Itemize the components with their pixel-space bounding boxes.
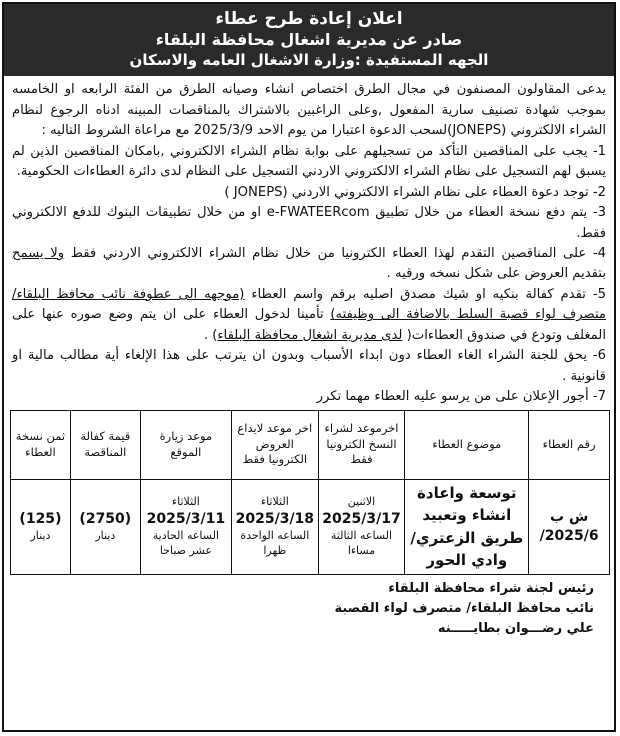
- visit-day: الثلاثاء: [171, 494, 200, 508]
- number-prefix: ش ب: [550, 508, 589, 525]
- purchase-day: الاثنين: [347, 494, 376, 508]
- cell-last-purchase: [318, 479, 405, 574]
- cell-visit: [140, 479, 231, 574]
- header-title: اعلان إعادة طرح عطاء: [215, 9, 403, 29]
- submit-day: الثلاثاء: [260, 494, 289, 508]
- condition-5-addressee: (موجهه الى عطوفة نائب محافظ البلقاء/متصرف لواء قصبة السلط بالاضافة الى وظيفته): [12, 286, 606, 323]
- cell-guarantee: [70, 479, 140, 574]
- announcement-frame: [2, 2, 616, 732]
- condition-4-text: 4- على المناقصين التقدم لهذا العطاء الكترونيا من خلال نظام الشراء الالكتروني الاردني فقط: [64, 246, 606, 262]
- condition-5-location: لدى مديرية اشغال محافظة البلقاء: [217, 327, 403, 343]
- purchase-time: الساعه الثالثة مساءا: [330, 528, 393, 557]
- header-issuer: صادر عن مديرية اشغال محافظة البلقاء: [155, 30, 463, 50]
- condition-7: 7- أجور الإعلان على من يرسو عليه العطاء مهما تكرر: [316, 389, 606, 405]
- table-header-row: [11, 410, 610, 479]
- condition-1: 1- يجب على المناقصين التأكد من تسجيلهم على بوابة نظام الشراء الالكتروني ,بامكان المناقصين الذين لم يسبق لهم التسجيل على نظام الشراء الالكتروني الاردني التسجيل على النظام لدى دائرة العطاءات الحكومية.: [12, 143, 606, 180]
- price-unit: دينار: [30, 528, 51, 542]
- price-value: (125): [19, 510, 62, 527]
- condition-2: 2- توجد دعوة العطاء على نظام الشراء الالكتروني الاردني (JONEPS ): [224, 184, 606, 200]
- header-price: ثمن نسخة العطاء: [11, 410, 71, 479]
- signature-committee: رئيس لجنة شراء محافظة البلقاء: [388, 580, 594, 596]
- header-visit: موعد زيارة الموقع: [140, 410, 231, 479]
- tender-table: [10, 410, 610, 575]
- cell-subject: توسعة واعادة انشاء وتعبيد طريق الزعتري/وادي الحور: [405, 479, 529, 574]
- guarantee-value: (2750): [79, 510, 132, 527]
- intro-paragraph: يدعى المقاولون المصنفون في مجال الطرق اختصاص انشاء وصيانه الطرق من الفئة الرابعه او الخامسه بموجب شهادة تصنيف سارية المفعول ,وعلى الراغبين بالاشتراك بالمناقصات المبينه ادناه الرجوع لنظام الشراء الالكتروني (JONEPS)لسحب الدعوة اعتبارا من يوم الاحد 2025/3/9 مع مراعاة الشروط التاليه :: [12, 82, 606, 139]
- cell-last-submit: [232, 479, 319, 574]
- condition-5: [12, 285, 606, 346]
- announcement-header: [4, 4, 614, 76]
- announcement-body: [4, 76, 614, 407]
- condition-3: 3- يتم دفع نسخة العطاء من خلال تطبيق e-FWATEERcom او من خلال تطبيقات البنوك للدفع الالكتروني فقط.: [12, 205, 606, 241]
- condition-5-middle: تأمينا لدخول العطاء على ان يتم وضع صوره عنها على المغلف وتودع في صندوق العطاءات(: [12, 307, 606, 343]
- number-value: 2025/6/: [539, 527, 599, 544]
- condition-4: [12, 244, 606, 285]
- signature-title: نائب محافظ البلقاء/ متصرف لواء القصبة: [334, 600, 594, 616]
- submit-date: 2025/3/18: [235, 510, 315, 527]
- cell-number: [529, 479, 610, 574]
- signature-block: [4, 575, 614, 639]
- condition-5-text: 5- تقدم كفالة بنكيه او شيك مصدق اصليه برقم واسم العطاء: [244, 286, 606, 302]
- visit-time: الساعه الحادية عشر صباحا: [152, 528, 219, 557]
- header-guarantee: قيمة كفالة المناقصة: [70, 410, 140, 479]
- condition-5-end: ) .: [203, 327, 218, 343]
- header-beneficiary: الجهه المستفيدة :وزارة الاشغال العامه والاسكان: [129, 50, 489, 69]
- table-row: [11, 479, 610, 574]
- submit-time: الساعه الواحدة ظهرا: [240, 528, 310, 557]
- header-number: رقم العطاء: [529, 410, 610, 479]
- header-last-submit: اخر موعد لايداع العروض الكترونيا فقط: [232, 410, 319, 479]
- signature-name: علي رضـــوان بطايـــــنه: [437, 620, 594, 636]
- visit-date: 2025/3/11: [146, 510, 226, 527]
- purchase-date: 2025/3/17: [322, 510, 401, 527]
- condition-6: 6- يحق للجنة الشراء الغاء العطاء دون ابداء الأسباب وبدون ان يترتب على هذا الإلغاء أية مطالب مالية او قانونية .: [12, 348, 606, 384]
- cell-price: [11, 479, 71, 574]
- condition-4-underlined: ولا يسمح: [12, 246, 65, 262]
- header-subject: موضوع العطاء: [405, 410, 529, 479]
- condition-4-rest: بتقديم العروض على شكل نسخه ورقيه .: [386, 266, 606, 282]
- header-last-purchase: اخرموعد لشراء النسخ الكترونيا فقط: [318, 410, 405, 479]
- guarantee-unit: دينار: [95, 528, 116, 542]
